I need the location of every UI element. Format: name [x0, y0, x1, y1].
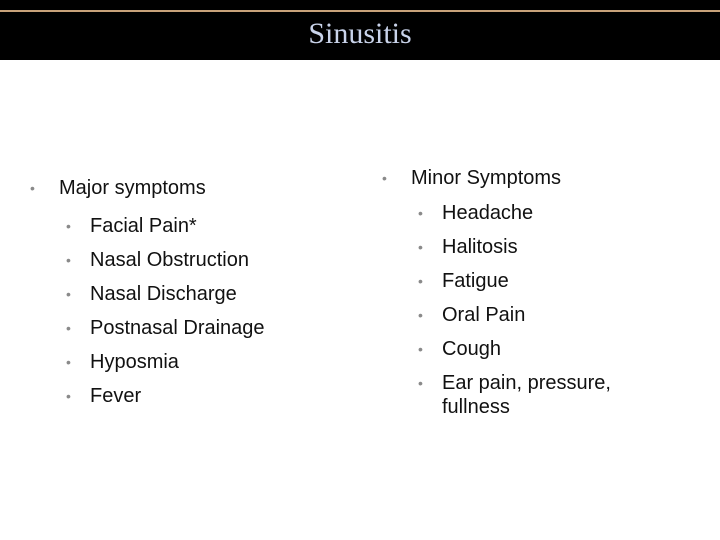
list-item-label: Nasal Obstruction [90, 249, 249, 271]
list-item [30, 214, 360, 238]
bullet-icon: • [66, 320, 71, 336]
list-item [30, 248, 360, 272]
list-item [382, 337, 712, 361]
title-rule [0, 10, 720, 12]
list-item-label: Facial Pain* [90, 215, 197, 237]
list-item-label: Postnasal Drainage [90, 317, 265, 339]
bullet-icon: • [418, 307, 423, 323]
bullet-icon: • [66, 252, 71, 268]
bullet-icon: • [66, 354, 71, 370]
major-symptoms-heading: Major symptoms [59, 177, 206, 199]
list-item [382, 269, 712, 293]
minor-symptoms-column [382, 166, 712, 419]
bullet-icon: • [418, 239, 423, 255]
list-item [30, 316, 360, 340]
list-item-label: Hyposmia [90, 351, 179, 373]
list-item [382, 303, 712, 327]
list-item-label: Headache [442, 202, 534, 224]
list-item [382, 235, 712, 259]
minor-symptoms-heading: Minor Symptoms [411, 167, 562, 189]
bullet-icon: • [30, 180, 35, 196]
major-symptoms-column [30, 176, 360, 408]
bullet-icon: • [418, 375, 423, 391]
bullet-icon: • [66, 218, 71, 234]
title-bar [0, 0, 720, 60]
list-item [382, 201, 712, 225]
list-item-label: Oral Pain [442, 304, 526, 326]
list-item [30, 282, 360, 306]
bullet-icon: • [66, 286, 71, 302]
list-item-label: Halitosis [442, 236, 518, 258]
list-item-label: Cough [442, 338, 501, 360]
list-item [30, 350, 360, 374]
list-item [30, 384, 360, 408]
bullet-icon: • [418, 273, 423, 289]
bullet-icon: • [418, 205, 423, 221]
list-item [382, 371, 682, 419]
list-item-label: Fatigue [442, 270, 509, 292]
slide-title: Sinusitis [308, 17, 412, 50]
list-item-label: Fever [90, 385, 142, 407]
bullet-icon: • [418, 341, 423, 357]
list-item-label: Ear pain, pressure, fullness [442, 372, 611, 418]
bullet-icon: • [66, 388, 71, 404]
minor-symptoms-heading-row [382, 166, 712, 190]
list-item-label: Nasal Discharge [90, 283, 237, 305]
major-symptoms-heading-row [30, 176, 360, 200]
bullet-icon: • [382, 170, 387, 186]
